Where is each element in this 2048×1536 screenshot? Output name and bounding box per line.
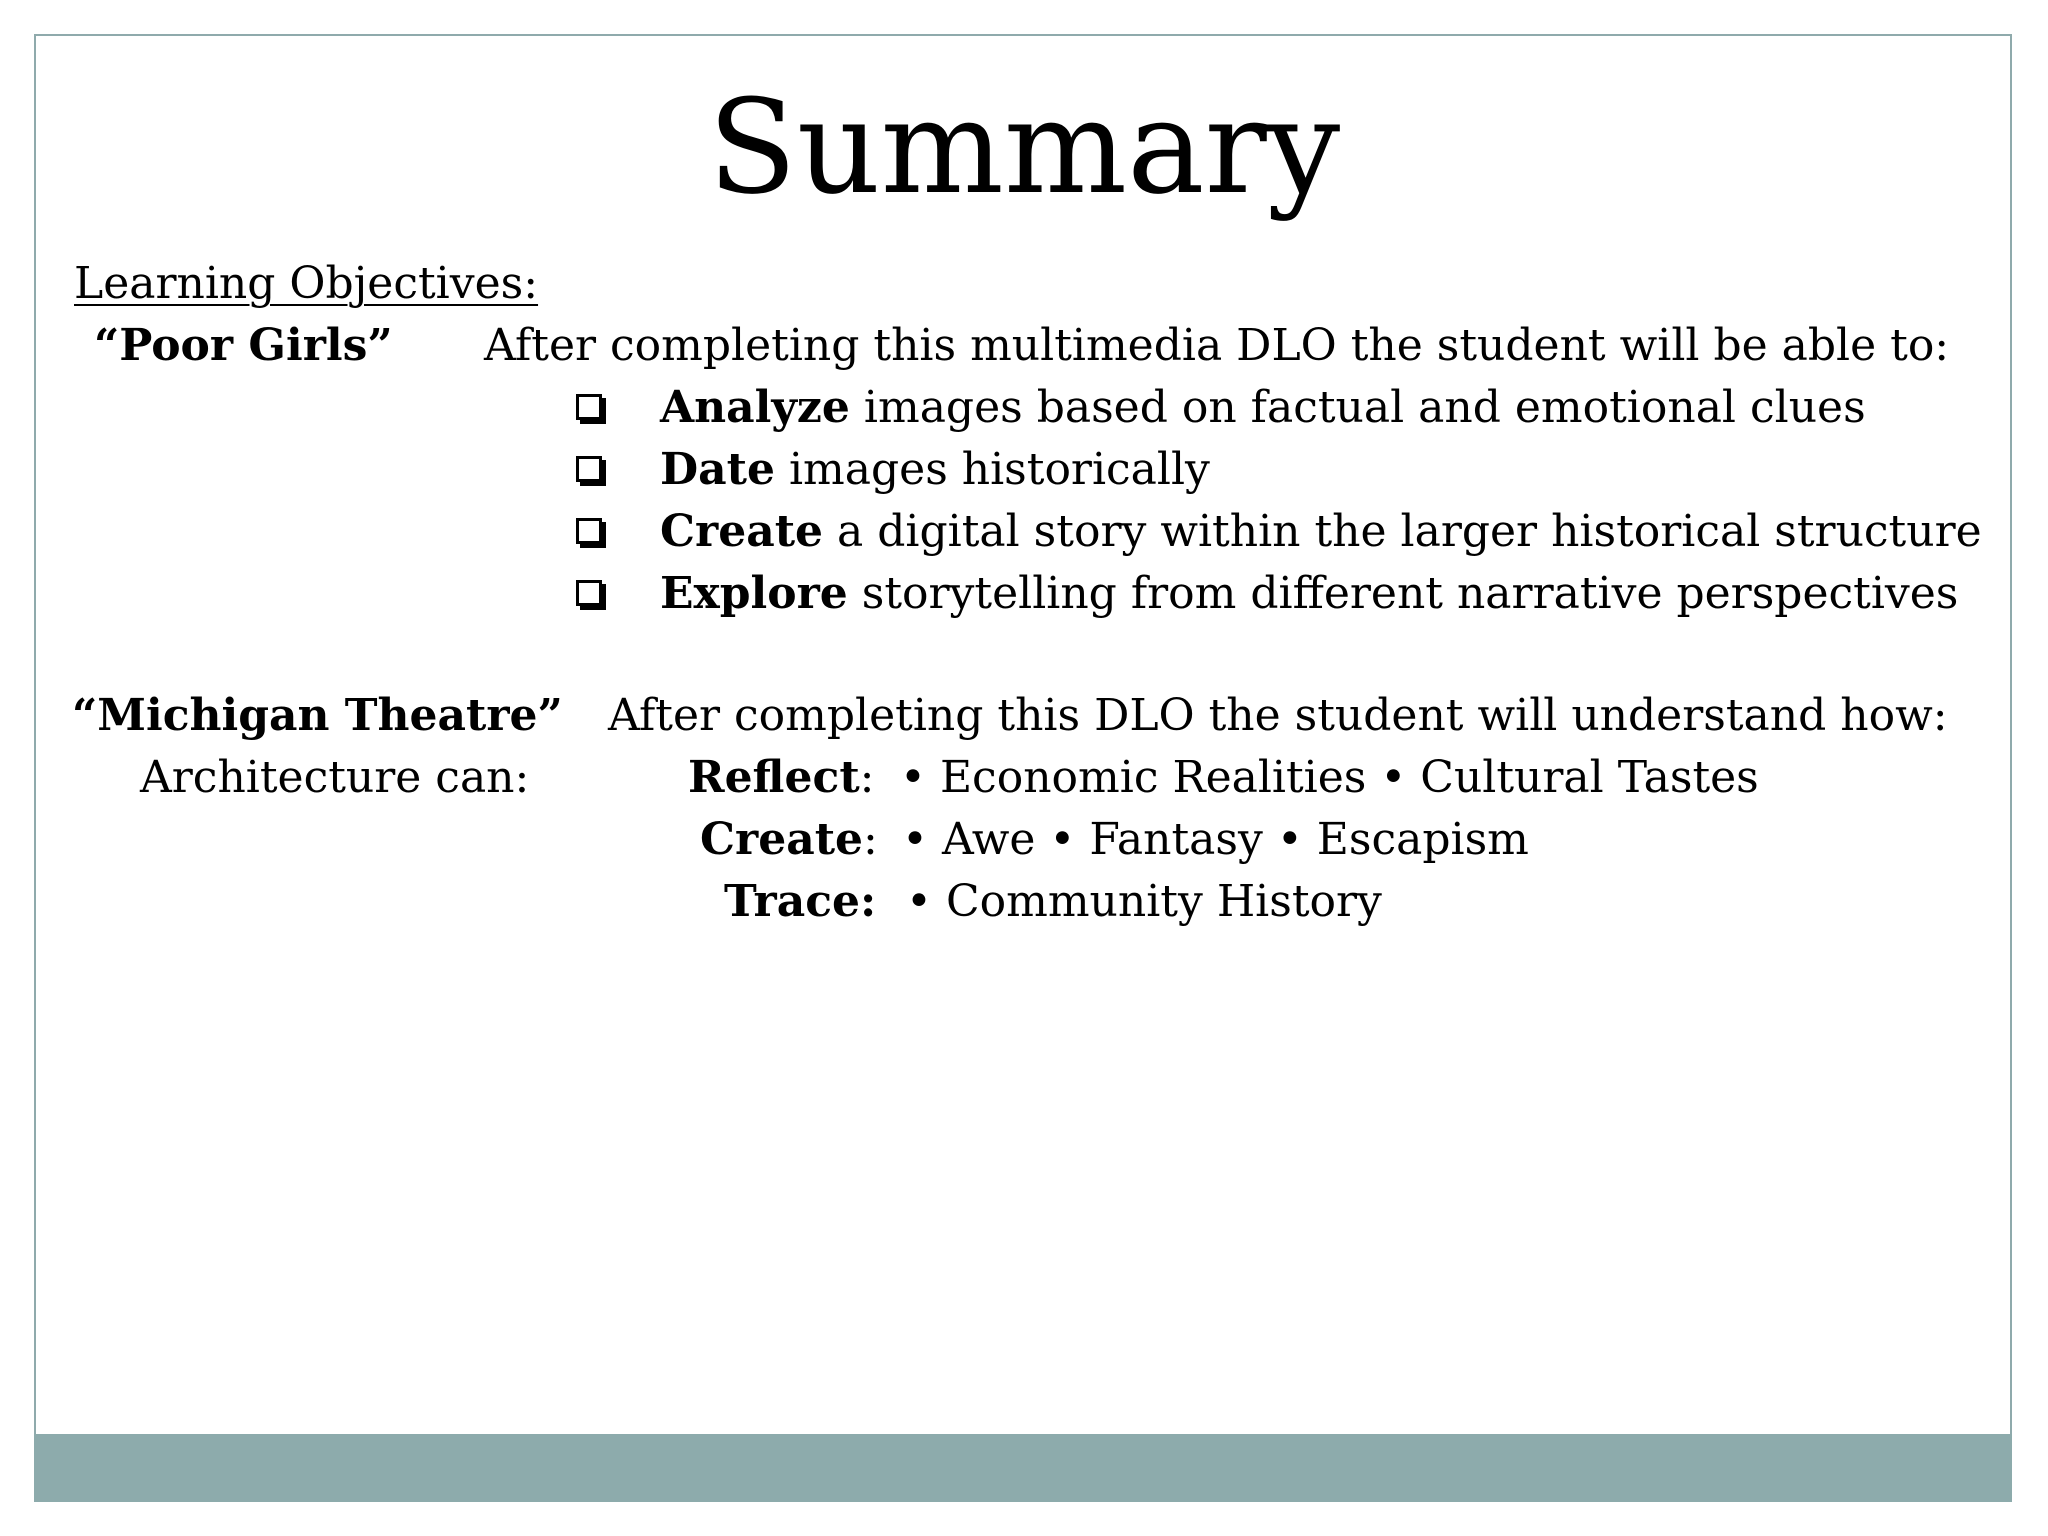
objective-text: a digital story within the larger historical structure — [823, 506, 1982, 557]
objective-item — [660, 442, 1210, 498]
checkbox-icon — [576, 518, 602, 544]
create-row — [700, 812, 878, 868]
section-heading: Learning Objectives: — [74, 258, 539, 309]
michigan-theatre-label: “Michigan Theatre” — [72, 690, 563, 741]
objective-text: storytelling from different narrative perspectives — [847, 568, 1959, 619]
objective-text: images historically — [774, 444, 1210, 495]
architecture-label: Architecture can: — [140, 752, 530, 803]
objective-verb: Date — [660, 444, 775, 495]
objective-verb: Explore — [660, 568, 848, 619]
poor-girls-intro: After completing this multimedia DLO the student will be able to: — [484, 320, 1950, 371]
michigan-theatre-intro: After completing this DLO the student will understand how: — [608, 690, 1948, 741]
row-colon: : — [859, 752, 875, 803]
row-verb: Create — [700, 814, 864, 865]
objective-item — [660, 380, 1866, 436]
objective-verb: Analyze — [660, 382, 850, 433]
objective-verb: Create — [660, 506, 824, 557]
row-colon: : — [863, 814, 878, 865]
reflect-row — [688, 750, 875, 806]
create-items: • Awe • Fantasy • Escapism — [902, 814, 1529, 865]
objective-item — [660, 566, 1958, 622]
checkbox-icon — [576, 456, 602, 482]
objective-text: images based on factual and emotional clues — [849, 382, 1866, 433]
row-verb: Trace: — [724, 876, 877, 927]
reflect-items: • Economic Realities • Cultural Tastes — [900, 752, 1759, 803]
row-verb: Reflect — [688, 752, 860, 803]
footer-band — [34, 1434, 2012, 1502]
objective-item — [660, 504, 1982, 560]
trace-row — [724, 874, 876, 930]
slide-title: Summary — [707, 71, 1341, 223]
trace-items: • Community History — [906, 876, 1382, 927]
checkbox-icon — [576, 580, 602, 606]
checkbox-icon — [576, 394, 602, 420]
poor-girls-label: “Poor Girls” — [94, 320, 393, 371]
